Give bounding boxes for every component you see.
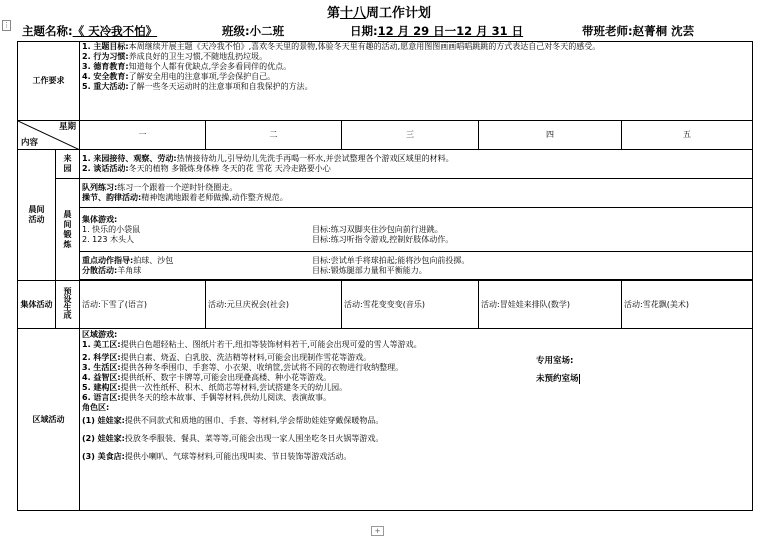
- weekday-thu: 四: [479, 121, 622, 150]
- work-requirements-label: 工作要求: [18, 42, 80, 121]
- region-activity-row: [18, 329, 753, 511]
- arrival-line: 2. 谈话活动:冬天的植物 多锻炼身体棒 冬天的花 雪花 天冷走路要小心: [82, 164, 331, 173]
- corner-bottom-label: 内容: [21, 138, 39, 148]
- page-title: [0, 6, 758, 22]
- weekday-tue: 二: [206, 121, 342, 150]
- theme-info: [22, 23, 157, 39]
- region-area-item: 4. 益智区:提供纸杯、数字卡牌等,可能会出现叠高楼、种小花等游戏。: [82, 373, 332, 382]
- group-activity-line: 分散活动:羊角球 目标:锻炼腿部力量和平衡能力。: [82, 265, 427, 275]
- weekday-fri: 五: [622, 121, 753, 150]
- exercise-games-content: [80, 208, 753, 252]
- weekly-plan-table: [17, 41, 753, 511]
- region-left-column: [82, 330, 534, 462]
- requirement-item: 4. 安全教育:了解安全用电的注意事项,学会保护自己。: [82, 72, 276, 81]
- title-week: 十八: [339, 6, 366, 21]
- region-activity-content: [80, 329, 753, 511]
- margin-marker: ⋮: [3, 21, 10, 29]
- date-info: [350, 23, 523, 39]
- theme-label: 主题名称:: [22, 24, 73, 38]
- exercise-label: 晨间锻炼: [56, 179, 80, 281]
- special-room-label: 专用室场:: [536, 356, 574, 366]
- collective-activity-mon: 活动:下雪了(语言): [80, 281, 206, 329]
- requirement-item: 1. 主题目标:本周继续开展主题《天冷我不怕》,喜欢冬天里的景物,体验冬天里有趣的活动,愿意用图图画画唱唱跳跳的方式表达自己对冬天的感受。: [82, 42, 601, 51]
- collective-sublabel-cell: [56, 281, 80, 329]
- region-layout: [82, 330, 750, 462]
- date-value: 12 月 29 日一12 月 31 日: [377, 24, 524, 38]
- title-suffix: 周工作计划: [366, 6, 432, 21]
- exercise-queue-content: [80, 179, 753, 208]
- exercise-queue-row: [18, 179, 753, 208]
- collective-activity-tue: 活动:元旦庆祝会(社会): [206, 281, 342, 329]
- header-info: [22, 23, 752, 39]
- role-item: (3) 美食店:提供小喇叭、气球等材料,可能出现叫卖、节日装饰等游戏活动。: [82, 452, 352, 461]
- role-item: (2) 娃娃家:投放冬季服装、餐具、菜等等,可能会出现一家人围坐吃冬日火锅等游戏。: [82, 434, 384, 443]
- exercise-guidance-content: [80, 252, 753, 280]
- work-requirements-content: [80, 42, 753, 121]
- region-area-item: 1. 美工区:提供白色超轻粘土、图纸片若干,纽扣等装饰材料若干,可能会出现可爱的雪人等游戏。: [82, 340, 422, 349]
- special-room-value[interactable]: 未预约室场: [536, 374, 579, 384]
- teacher-value: 赵菁桐 沈芸: [632, 24, 695, 38]
- morning-arrival-row: [18, 150, 753, 179]
- exercise-guidance-row: [18, 252, 753, 280]
- weekday-corner-cell: [18, 121, 80, 150]
- arrival-content: [80, 150, 753, 179]
- theme-value: 《 天冷我不怕》: [72, 24, 158, 38]
- role-area-title: 角色区:: [82, 403, 110, 412]
- region-area-item: 2. 科学区:提供白素、烧盃、白乳胶、洗洁精等材料,可能会出现制作雪花等游戏。: [82, 353, 372, 362]
- region-area-item: 6. 语言区:提供冬天的绘本故事、手偶等材料,供幼儿阅读、表演故事。: [82, 393, 332, 402]
- date-label: 日期:: [350, 24, 378, 38]
- corner-top-label: 星期: [58, 122, 76, 132]
- role-item: (1) 娃娃家:提供不同款式和质地的围巾、手套、等材料,学会帮助娃娃穿戴保暖物品。: [82, 416, 384, 425]
- group-games-title: 集体游戏:: [82, 214, 118, 224]
- collective-activity-label: 集体活动: [18, 281, 56, 329]
- game-item: 1. 快乐的小袋鼠 目标:练习双脚夹住沙包向前行进跳。: [82, 224, 443, 234]
- class-value: 小二班: [249, 24, 285, 38]
- arrival-line: 1. 来园接待、观察、劳动:热情接待幼儿,引导幼儿先洗手再喝一杯水,并尝试整理各个游戏区域里的材料。: [82, 154, 454, 163]
- region-area-item: 5. 建构区:提供一次性纸杯、积木、纸筒芯等材料,尝试搭建冬天的幼儿园。: [82, 383, 348, 392]
- collective-sublabel: 预设生成: [63, 287, 72, 319]
- game-item: 2. 123 木头人 目标:练习听指令游戏,控制好肢体动作。: [82, 234, 454, 244]
- collective-activity-fri: 活动:雪花飘(美术): [622, 281, 753, 329]
- teacher-label: 带班老师:: [582, 24, 633, 38]
- requirement-item: 5. 重大活动:了解一些冬天运动时的注意事项和自我保护的方法。: [82, 82, 313, 91]
- table-add-handle[interactable]: +: [371, 526, 384, 536]
- requirement-item: 2. 行为习惯:养成良好的卫生习惯,不随地乱扔垃圾。: [82, 52, 268, 61]
- class-info: [222, 23, 284, 39]
- weekday-header-row: [18, 121, 753, 150]
- region-title: 区域游戏:: [82, 330, 118, 339]
- class-label: 班级:: [222, 24, 250, 38]
- morning-activity-label: 晨间活动: [18, 150, 56, 281]
- region-area-item: 3. 生活区:提供各种冬季围巾、手套等、小衣架、收纳筐,尝试将不同的衣物进行收纳整理。: [82, 363, 404, 372]
- arrival-label: 来园: [56, 150, 80, 179]
- collective-activity-thu: 活动:冒娃娃来排队(数学): [479, 281, 622, 329]
- queue-line: 队列练习:练习一个跟着一个逆时针绕圈走。: [82, 183, 238, 192]
- weekday-wed: 三: [342, 121, 479, 150]
- exercise-games-row: [18, 208, 753, 252]
- weekday-mon: 一: [80, 121, 206, 150]
- collective-activity-row: [18, 281, 753, 329]
- title-prefix: 第: [326, 6, 340, 21]
- rhythm-line: 操节、韵律活动:精神饱满地跟着老师做操,动作整齐规范。: [82, 193, 288, 202]
- requirement-item: 3. 德育教育:知道每个人都有优缺点,学会多看同伴的优点。: [82, 62, 292, 71]
- special-room-line: [536, 370, 580, 388]
- collective-activity-wed: 活动:雪花变变变(音乐): [342, 281, 479, 329]
- text-cursor: [579, 374, 580, 384]
- work-requirements-row: [18, 42, 753, 121]
- guidance-line: 重点动作指导:拍球、沙包 目标:尝试单手将球拍起;能将沙包向前投掷。: [82, 255, 470, 265]
- teacher-info: [582, 23, 694, 39]
- region-right-column: [534, 330, 580, 462]
- region-activity-label: 区域活动: [18, 329, 80, 511]
